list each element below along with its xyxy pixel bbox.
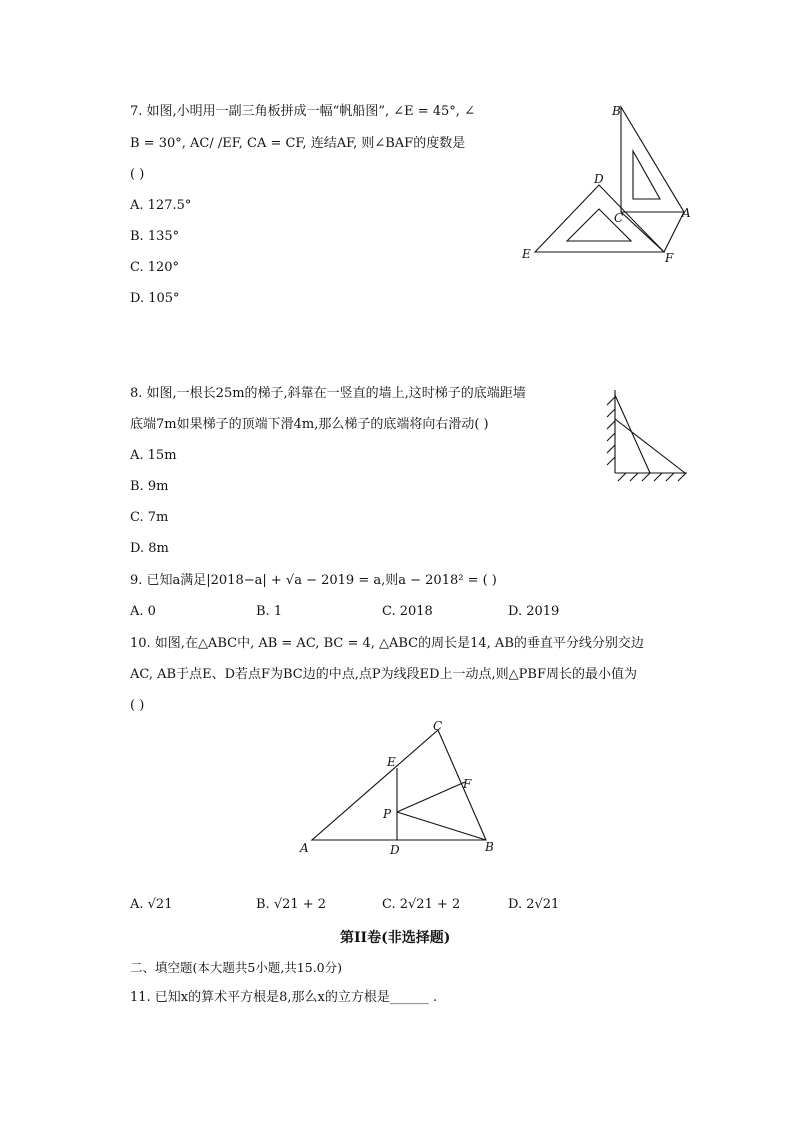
q10-label-a: A xyxy=(300,841,309,855)
q10-option-d: D. 2√21 xyxy=(508,897,560,912)
q10-label-p: P xyxy=(383,807,392,821)
q10-label-c: C xyxy=(433,719,443,733)
q7-label-d: D xyxy=(594,172,604,186)
q9-option-c: C. 2018 xyxy=(382,604,433,619)
q7-option-b: B. 135° xyxy=(130,229,180,244)
q10-option-c: C. 2√21 + 2 xyxy=(382,897,461,912)
q10-segment-pb xyxy=(397,812,486,840)
q7-option-c: C. 120° xyxy=(130,260,180,275)
q7-sail-inner-triangle xyxy=(633,151,660,199)
q8-option-c: C. 7m xyxy=(130,510,169,525)
q9-option-d: D. 2019 xyxy=(508,604,560,619)
q7-segment-cf xyxy=(621,212,664,252)
q10-option-a: A. √21 xyxy=(130,897,173,912)
q10-stem-line1: 10. 如图,在△ABC中, AB = AC, BC = 4, △ABC的周长是14, AB的垂直平分线分别交边 xyxy=(130,636,644,651)
q7-label-e: E xyxy=(522,247,531,261)
q9-stem: 9. 已知a满足|2018−a| + √a − 2019 = a,则a − 2018² = ( ) xyxy=(130,573,497,588)
q7-segment-af xyxy=(664,212,684,252)
q8-stem-line2: 底端7m如果梯子的顶端下滑4m,那么梯子的底端将向右滑动( ) xyxy=(130,417,489,432)
q8-option-d: D. 8m xyxy=(130,541,169,556)
q10-label-d: D xyxy=(390,843,400,857)
q10-option-b: B. √21 + 2 xyxy=(256,897,327,912)
part2-title: 第II卷(非选择题) xyxy=(340,930,451,946)
q7-option-d: D. 105° xyxy=(130,291,180,306)
q8-option-b: B. 9m xyxy=(130,479,169,494)
section-fill-in-heading: 二、填空题(本大题共5小题,共15.0分) xyxy=(130,960,343,975)
q7-stem-line2: B = 30°, AC/ /EF, CA = CF, 连结AF, 则∠BAF的度数是 xyxy=(130,136,466,151)
q8-ladder-after xyxy=(615,419,685,473)
q7-sailboat-figure xyxy=(515,95,715,270)
q7-hull-triangle xyxy=(535,185,664,252)
q11-stem: 11. 已知x的算术平方根是8,那么x的立方根是______ . xyxy=(130,990,438,1005)
q8-ladder-figure xyxy=(600,385,695,485)
q10-stem-line2: AC, AB于点E、D若点F为BC边的中点,点P为线段ED上一动点,则△PBF周长的最小值为 xyxy=(130,667,637,682)
q7-label-c: C xyxy=(614,211,624,225)
q10-stem-line3: ( ) xyxy=(130,698,145,713)
q7-stem-line3: ( ) xyxy=(130,167,145,182)
q8-stem-line1: 8. 如图,一根长25m的梯子,斜靠在一竖直的墙上,这时梯子的底端距墙 xyxy=(130,386,526,401)
q10-segment-pf xyxy=(397,782,465,812)
q9-option-b: B. 1 xyxy=(256,604,283,619)
q10-triangle-abc xyxy=(312,730,486,840)
q10-label-f: F xyxy=(463,777,472,791)
q8-ladder-before xyxy=(615,395,650,473)
q9-option-a: A. 0 xyxy=(130,604,156,619)
q7-option-a: A. 127.5° xyxy=(130,198,192,213)
q10-triangle-figure xyxy=(295,718,505,863)
q8-option-a: A. 15m xyxy=(130,448,177,463)
q7-label-a: A xyxy=(682,206,691,220)
q7-label-f: F xyxy=(665,251,674,265)
q7-stem-line1: 7. 如图,小明用一副三角板拼成一幅“帆船图”, ∠E = 45°, ∠ xyxy=(130,104,475,119)
q10-label-b: B xyxy=(485,840,494,854)
q10-label-e: E xyxy=(387,755,396,769)
q7-sail-triangle xyxy=(621,107,684,212)
q7-label-b: B xyxy=(612,104,621,118)
